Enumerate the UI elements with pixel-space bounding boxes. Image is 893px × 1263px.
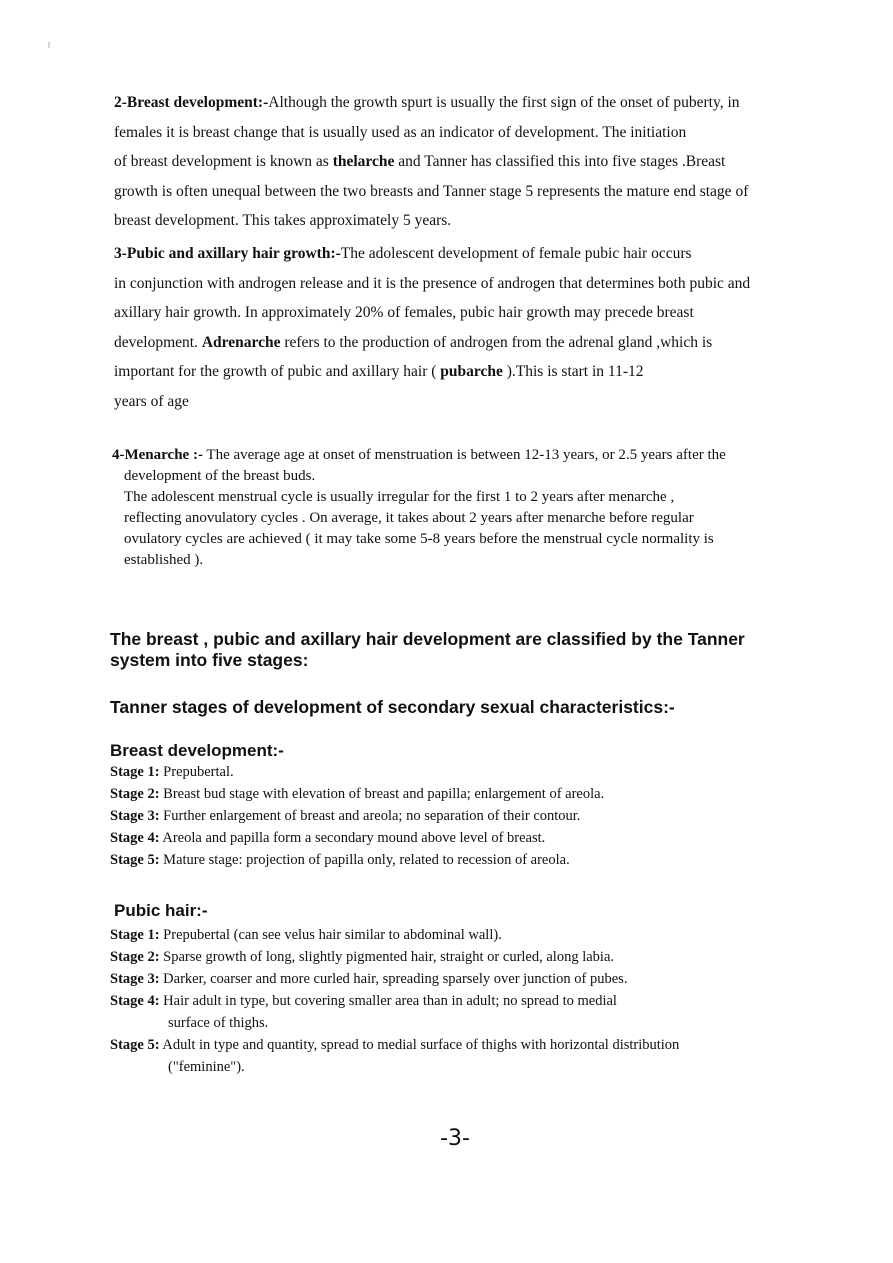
stage-text: Prepubertal. [159,764,234,780]
text-line: years of age [114,392,189,410]
pubic-hair-paragraph [114,239,824,416]
pubic-hair-title: 3-Pubic and axillary hair growth:- [114,245,341,262]
breast-stages-title: Breast development:- [110,741,284,760]
list-item-continuation: ("feminine"). [168,1059,245,1075]
list-item [110,968,790,990]
list-item [110,924,790,946]
text-line: growth is often unequal between the two breasts and Tanner stage 5 represents the mature end stage of [114,182,749,200]
term-thelarche: thelarche [332,153,395,170]
text-line: reflecting anovulatory cycles . On average, it takes about 2 years after menarche before regular [124,510,694,526]
stage-label: Stage 4: [110,830,160,846]
text-line: females it is breast change that is usually used as an indicator of development. The initiation [114,123,687,141]
classification-heading [110,629,810,671]
heading-line: system into five stages: [110,650,309,670]
stage-text: Sparse growth of long, slightly pigmented hair, straight or curled, along labia. [159,949,615,965]
page-number: -3- [440,1126,470,1151]
stage-text: Adult in type and quantity, spread to medial surface of thighs with horizontal distribution [159,1037,680,1053]
scan-mark [48,42,50,48]
list-item [110,946,790,968]
stage-text: Areola and papilla form a secondary mound above level of breast. [159,830,546,846]
text-line: refers to the production of androgen from the adrenal gland ,which is [280,333,713,351]
stage-label: Stage 3: [110,808,160,824]
text-line: important for the growth of pubic and axillary hair ( [114,363,441,380]
term-pubarche: pubarche [440,363,503,380]
text-line: development. [114,333,202,351]
stage-text: Darker, coarser and more curled hair, spreading sparsely over junction of pubes. [159,971,628,987]
list-item [110,849,790,871]
breast-development-title: 2-Breast development:- [114,94,269,111]
text-line: The adolescent menstrual cycle is usually irregular for the first 1 to 2 years after menarche , [124,489,675,505]
text-line: Although the growth spurt is usually the first sign of the onset of puberty, in [268,94,740,111]
breast-development-paragraph [114,88,824,236]
stage-label: Stage 2: [110,949,160,965]
stage-text: Further enlargement of breast and areola; no separation of their contour. [159,808,581,824]
text-line: ).This is start in 11-12 [502,363,644,380]
text-line: ovulatory cycles are achieved ( it may take some 5-8 years before the menstrual cycle normality is [124,531,714,547]
list-item-continuation: surface of thighs. [168,1015,269,1031]
stage-label: Stage 1: [110,764,160,780]
text-line: axillary hair growth. In approximately 20% of females, pubic hair growth may precede breast [114,304,694,321]
breast-stages-list [110,761,790,871]
text-line: The average age at onset of menstruation is between 12-13 years, or 2.5 years after the [202,447,726,463]
pubic-stages-title: Pubic hair:- [114,901,208,920]
text-line: in conjunction with androgen release and it is the presence of androgen that determines both pubic and [114,274,751,292]
stage-label: Stage 3: [110,971,160,987]
text-line: breast development. This takes approximately 5 years. [114,212,452,229]
menarche-paragraph [112,445,822,571]
text-line: and Tanner has classified this into five stages .Breast [394,153,726,170]
stage-text: Hair adult in type, but covering smaller area than in adult; no spread to medial [159,993,617,1009]
list-item [110,805,790,827]
stage-label: Stage 5: [110,1037,160,1053]
text-line: of breast development is known as [114,153,333,170]
stage-label: Stage 1: [110,927,160,943]
stage-text: Breast bud stage with elevation of breast and papilla; enlargement of areola. [159,786,605,802]
menarche-title: 4-Menarche :- [112,447,203,463]
list-item [110,761,790,783]
term-adrenarche: Adrenarche [201,333,281,351]
text-line: development of the breast buds. [124,468,316,484]
stage-label: Stage 4: [110,993,160,1009]
pubic-stages-list [110,924,790,1078]
stage-label: Stage 2: [110,786,160,802]
stage-text: Prepubertal (can see velus hair similar to abdominal wall). [159,927,502,943]
list-item [110,990,790,1012]
list-item [110,827,790,849]
text-line: established ). [124,552,204,568]
stage-text: Mature stage: projection of papilla only, related to recession of areola. [159,852,570,868]
heading-line: The breast , pubic and axillary hair development are classified by the Tanner [110,629,745,649]
stage-label: Stage 5: [110,852,160,868]
tanner-heading: Tanner stages of development of secondary sexual characteristics:- [110,697,675,717]
list-item [110,1034,790,1056]
text-line: The adolescent development of female pubic hair occurs [340,245,692,262]
list-item [110,783,790,805]
